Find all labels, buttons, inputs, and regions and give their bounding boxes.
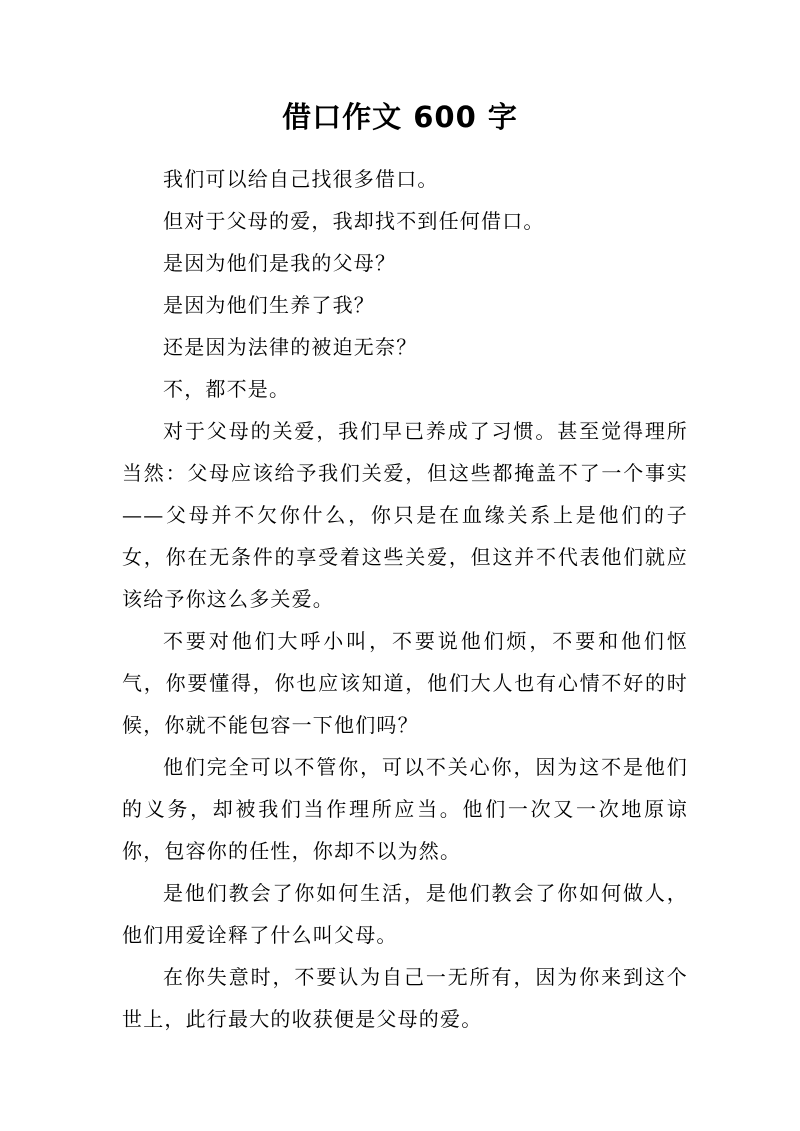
- document-body: [122, 158, 688, 1040]
- paragraph: 不要对他们大呼小叫，不要说他们烦，不要和他们怄气，你要懂得，你也应该知道，他们大人也有心情不好的时候，你就不能包容一下他们吗？: [122, 629, 688, 737]
- paragraph: 还是因为法律的被迫无奈？: [163, 335, 418, 359]
- paragraph: 对于父母的关爱，我们早已养成了习惯。甚至觉得理所当然：父母应该给予我们关爱，但这些都掩盖不了一个事实——父母并不欠你什么，你只是在血缘关系上是他们的子女，你在无条件的享受着这些关爱，但这并不代表他们就应该给予你这么多关爱。: [122, 419, 688, 611]
- paragraph: 他们完全可以不管你，可以不关心你，因为这不是他们的义务，却被我们当作理所应当。他们一次又一次地原谅你，包容你的任性，你却不以为然。: [122, 755, 688, 863]
- paragraph: 在你失意时，不要认为自己一无所有，因为你来到这个世上，此行最大的收获便是父母的爱。: [122, 965, 688, 1031]
- paragraph: 不，都不是。: [163, 377, 291, 401]
- paragraph: 是他们教会了你如何生活，是他们教会了你如何做人，他们用爱诠释了什么叫父母。: [122, 881, 688, 947]
- paragraph: 是因为他们是我的父母？: [163, 251, 397, 275]
- document-title: 借口作文 600 字: [282, 100, 518, 134]
- paragraph: 我们可以给自己找很多借口。: [163, 167, 439, 191]
- paragraph: 但对于父母的爱，我却找不到任何借口。: [163, 209, 545, 233]
- paragraph: 是因为他们生养了我？: [163, 293, 375, 317]
